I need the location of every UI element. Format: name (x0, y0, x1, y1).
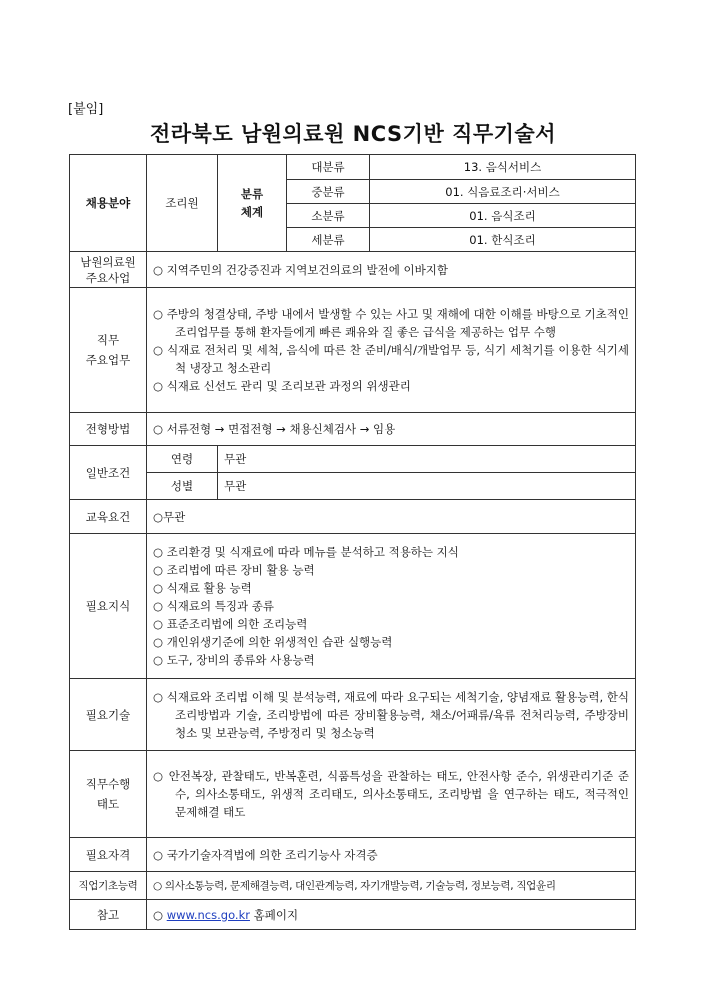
basic-competency-value: ○ 의사소통능력, 문제해결능력, 대인관계능력, 자기개발능력, 기술능력, 정보능력, 직업윤리 (147, 872, 636, 900)
certification-value: ○ 국가기술자격법에 의한 조리기능사 자격증 (147, 838, 636, 872)
attitude-value (147, 751, 636, 838)
category-detail-value: 01. 한식조리 (370, 228, 636, 252)
ncs-website-link[interactable]: www.ncs.go.kr (166, 907, 250, 922)
selection-label: 전형방법 (70, 413, 147, 446)
reference-value (147, 900, 636, 930)
knowledge-label: 필요지식 (70, 534, 147, 679)
field-value: 조리원 (147, 155, 218, 252)
skills-item: ○ 식재료와 조리법 이해 및 분석능력, 재료에 따라 요구되는 세척기술, 양념재료 활용능력, 한식 조리방법과 기술, 조리방법에 따른 장비활용능력, 채소/어패류/육류 전처리능력, 주방장비 청소 및 보관능력, 주방정리 및 청소능력 (153, 689, 629, 740)
page-title: 전라북도 남원의료원 NCS기반 직무기술서 (149, 122, 556, 146)
category-major-value: 13. 음식서비스 (370, 155, 636, 180)
main-business-label: 남원의료원 주요사업 (70, 252, 147, 288)
attachment-label: [붙임] (68, 102, 104, 117)
gender-label: 성별 (147, 473, 218, 500)
general-label: 일반조건 (70, 446, 147, 500)
category-minor-label: 소분류 (287, 204, 370, 228)
duties-value (147, 288, 636, 413)
skills-label: 필요기술 (70, 679, 147, 751)
duties-label: 직무 주요업무 (70, 288, 147, 413)
basic-competency-label: 직업기초능력 (70, 872, 147, 900)
skills-value (147, 679, 636, 751)
age-value: 무관 (218, 446, 636, 473)
knowledge-item: ○ 도구, 장비의 종류와 사용능력 (153, 653, 315, 667)
duty-item: ○ 식재료 신선도 관리 및 조리보관 과정의 위생관리 (153, 379, 411, 393)
category-middle-label: 중분류 (287, 180, 370, 204)
selection-value: ○ 서류전형 → 면접전형 → 채용신체검사 → 임용 (147, 413, 636, 446)
education-label: 교육요건 (70, 500, 147, 534)
attitude-item: ○ 안전복장, 관찰태도, 반복훈련, 식품특성을 관찰하는 태도, 안전사항 준수, 위생관리기준 준수, 의사소통태도, 위생적 조리태도, 의사소통태도, 조리방법 을 연구하는 태도, 적극적인 문제해결 태도 (153, 769, 629, 819)
category-minor-value: 01. 음식조리 (370, 204, 636, 228)
duty-item: ○ 식재료 전처리 및 세척, 음식에 따른 찬 준비/배식/개발업무 등, 식기 세척기를 이용한 식기세척 냉장고 청소관리 (153, 343, 629, 375)
knowledge-item: ○ 표준조리법에 의한 조리능력 (153, 617, 308, 631)
knowledge-value (147, 534, 636, 679)
system-label: 분류 체계 (218, 155, 287, 252)
knowledge-item: ○ 식재료의 특징과 종류 (153, 599, 274, 613)
category-middle-value: 01. 식음료조리·서비스 (370, 180, 636, 204)
gender-value: 무관 (218, 473, 636, 500)
duty-item: ○ 주방의 청결상태, 주방 내에서 발생할 수 있는 사고 및 재해에 대한 이해를 바탕으로 기초적인 조리업무를 통해 환자들에게 빠른 쾌유와 질 좋은 급식을 제공하는 업무 수행 (153, 307, 629, 339)
knowledge-item: ○ 식재료 활용 능력 (153, 581, 252, 595)
age-label: 연령 (147, 446, 218, 473)
knowledge-item: ○ 개인위생기준에 의한 위생적인 습관 실행능력 (153, 635, 393, 649)
knowledge-item: ○ 조리환경 및 식재료에 따라 메뉴를 분석하고 적용하는 지식 (153, 545, 459, 559)
category-major-label: 대분류 (287, 155, 370, 180)
reference-prefix: ○ (153, 907, 167, 922)
certification-label: 필요자격 (70, 838, 147, 872)
reference-label: 참고 (70, 900, 147, 930)
reference-suffix: 홈페이지 (249, 907, 299, 922)
field-label: 채용분야 (70, 155, 147, 252)
main-business-value (147, 252, 636, 288)
education-value: ○무관 (147, 500, 636, 534)
attitude-label: 직무수행 태도 (70, 751, 147, 838)
main-business-item: ○ 지역주민의 건강증진과 지역보건의료의 발전에 이바지함 (153, 262, 448, 277)
knowledge-item: ○ 조리법에 따른 장비 활용 능력 (153, 563, 315, 577)
category-detail-label: 세분류 (287, 228, 370, 252)
job-description-table (69, 154, 636, 930)
